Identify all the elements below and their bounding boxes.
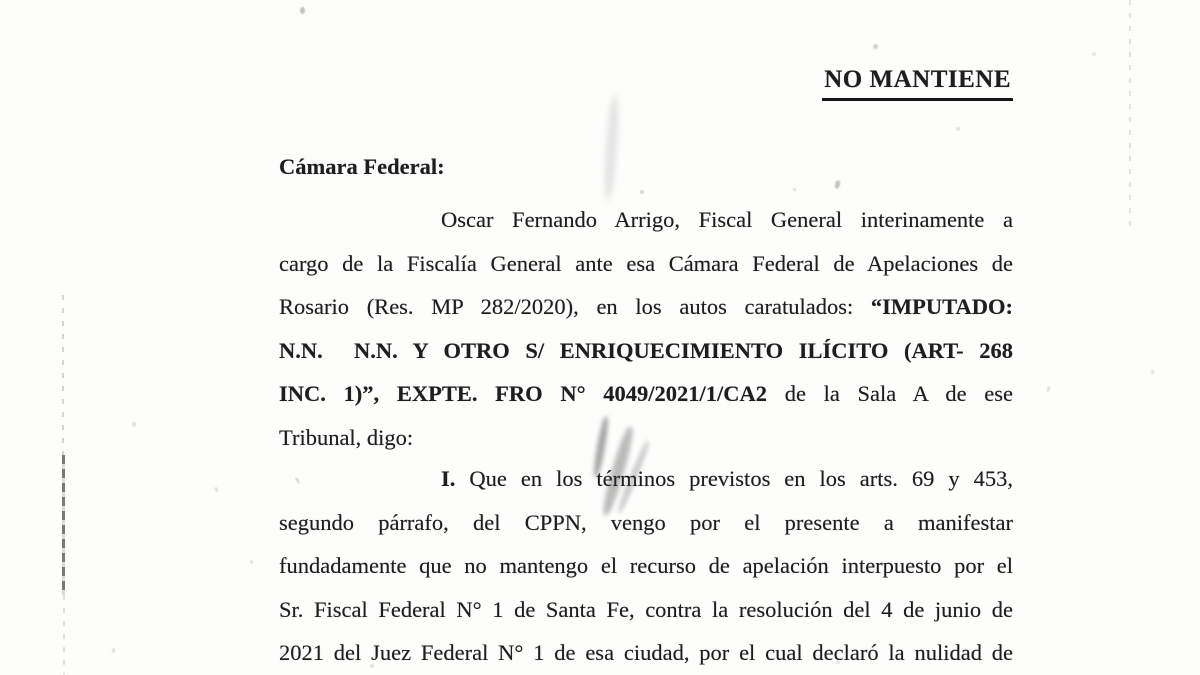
text-line: Sr. Fiscal Federal N° 1 de Santa Fe, contra la resolución del 4 de junio de: [279, 596, 1013, 622]
scan-speck: [836, 661, 840, 664]
scan-speck: [1151, 370, 1154, 374]
text-line: fundadamente que no mantengo el recurso de apelación interpuesto por el: [279, 553, 1013, 578]
scan-crease-left: [62, 295, 64, 455]
scan-speck: [112, 648, 115, 653]
scan-speck: [873, 44, 878, 49]
text-segment-expediente: INC. 1)”, EXPTE. FRO N° 4049/2021/1/CA2: [279, 381, 767, 406]
scan-speck: [1046, 386, 1051, 393]
scan-crease-left-fade: [63, 595, 65, 675]
paragraph-section-1: [279, 457, 1013, 675]
text-segment: de la Sala A de ese: [784, 381, 1013, 406]
text-line: Tribunal, digo:: [279, 424, 414, 450]
text-line: 2021 del Juez Federal N° 1 de esa ciudad, por el cual declaró la nulidad de: [279, 640, 1013, 665]
text-line: [279, 457, 1013, 501]
scan-speck: [793, 188, 796, 191]
text-line: [279, 372, 1013, 416]
scan-speck: [1092, 52, 1096, 56]
text-segment-case-title: “IMPUTADO:: [870, 294, 1013, 319]
scan-speck: [250, 560, 253, 564]
text-line-case-title: N.N. N.N. Y OTRO S/ ENRIQUECIMIENTO ILÍCITO (ART- 268: [279, 337, 1013, 363]
text-line: segundo párrafo, del CPPN, vengo por el presente a manifestar: [279, 509, 1013, 535]
scan-crease-right: [1129, 0, 1131, 230]
text-line: cargo de la Fiscalía General ante esa Cámara Federal de Apelaciones de: [279, 250, 1013, 276]
scan-speck: [370, 664, 374, 668]
stamp-no-mantiene: NO MANTIENE: [822, 66, 1013, 101]
scan-speck: [132, 422, 136, 427]
scan-speck: [956, 127, 960, 131]
text-line: Oscar Fernando Arrigo, Fiscal General interinamente a: [441, 207, 1013, 232]
scan-speck: [214, 487, 219, 493]
text-line: [279, 285, 1013, 329]
salutation: Cámara Federal:: [279, 154, 445, 179]
scan-speck: [300, 7, 305, 14]
scan-crease-left-dark: [62, 455, 65, 595]
text-segment: Que en los términos previstos en los arts. 69 y 453,: [469, 466, 1013, 491]
paragraph-intro: [279, 198, 1013, 459]
section-number: I.: [441, 466, 456, 491]
document-body: [279, 145, 1013, 675]
text-segment: Rosario (Res. MP 282/2020), en los autos caratulados:: [279, 294, 854, 319]
scan-speck: [640, 190, 644, 194]
